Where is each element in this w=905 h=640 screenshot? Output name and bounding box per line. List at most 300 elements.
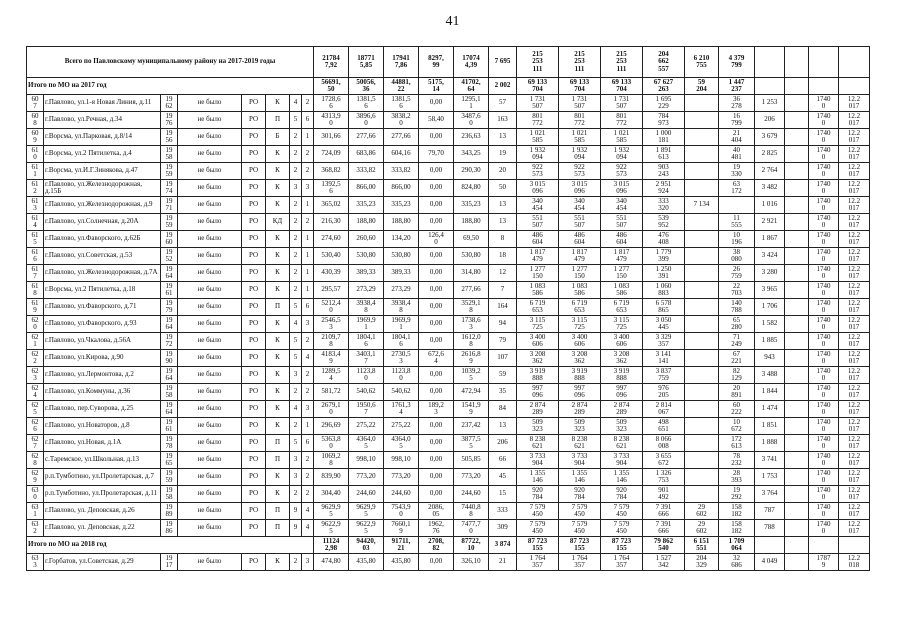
row-number: 60 7 (27, 95, 44, 112)
area-premises: 1969,9 1 (349, 316, 384, 333)
cost: 3 919 888 (517, 367, 559, 384)
fund-cost: 7 391 666 (643, 503, 685, 520)
entrances: 2 (302, 384, 314, 401)
area-premises: 3896,6 0 (349, 112, 384, 129)
floors: 2 (290, 282, 302, 299)
cost: 1 817 479 (517, 248, 559, 265)
year-last-repair: не было (178, 146, 242, 163)
cost-2: 3 919 888 (559, 367, 601, 384)
wall-material: К (266, 231, 290, 248)
area-premises: 260,60 (349, 231, 384, 248)
budget-cost (685, 316, 719, 333)
owner-cost: 63 172 (719, 180, 755, 197)
fund-cost: 1 779 399 (643, 248, 685, 265)
year-built: 19 62 (161, 95, 178, 112)
limit (785, 248, 809, 265)
fund-cost: 1 250 391 (643, 265, 685, 282)
area-nonresidential: 189,2 3 (419, 401, 454, 418)
cost-3: 7 579 450 (601, 503, 643, 520)
limit (785, 265, 809, 282)
max-cost: 1740 0 (809, 146, 839, 163)
year-last-repair: не было (178, 503, 242, 520)
year-last-repair: не было (178, 197, 242, 214)
floors: 2 (290, 486, 302, 503)
address: г.Павлово, ул.Чкалова, д.56А (44, 333, 161, 350)
table-row (27, 163, 870, 180)
entrances: 1 (302, 418, 314, 435)
limit (785, 78, 809, 95)
area-owned: 326,10 (454, 554, 489, 571)
area-premises: 335,23 (349, 197, 384, 214)
floors: 2 (290, 418, 302, 435)
limit (785, 231, 809, 248)
owner-cost: 10 672 (719, 418, 755, 435)
area-premises: 866,00 (349, 180, 384, 197)
deadline: 12.2 017 (839, 520, 870, 537)
fund-cost: 976 205 (643, 384, 685, 401)
area-owned: 505,85 (454, 452, 489, 469)
area-residential: 275,22 (384, 418, 419, 435)
area: 9629,9 5 (314, 503, 349, 520)
subtotal-label: Итого по МО на 2018 год (27, 537, 314, 554)
address: г.Павлово, пер.Суворова, д.25 (44, 401, 161, 418)
residents: 107 (489, 350, 517, 367)
unit-cost: 3 741 (755, 452, 785, 469)
residents: 57 (489, 95, 517, 112)
area-nonresidential: 0,00 (419, 384, 454, 401)
year-built: 19 86 (161, 520, 178, 537)
year-built: 19 56 (161, 129, 178, 146)
table-row (27, 486, 870, 503)
max-cost: 1740 0 (809, 316, 839, 333)
deadline: 12.2 017 (839, 282, 870, 299)
deadline: 12.2 017 (839, 401, 870, 418)
limit (785, 367, 809, 384)
residents: 84 (489, 401, 517, 418)
table-row (27, 248, 870, 265)
fund-cost: 476 408 (643, 231, 685, 248)
unit-cost (755, 78, 785, 95)
cost-3: 7 579 450 (601, 520, 643, 537)
area: 4313,9 0 (314, 112, 349, 129)
area-nonresidential: 126,4 0 (419, 231, 454, 248)
owner-cost: 140 788 (719, 299, 755, 316)
year-built: 19 60 (161, 231, 178, 248)
row-number: 61 1 (27, 163, 44, 180)
year-last-repair: не было (178, 333, 242, 350)
unit-cost: 2 921 (755, 214, 785, 231)
budget-cost (685, 435, 719, 452)
deadline: 12.2 018 (839, 554, 870, 571)
cost-3: 69 133 704 (601, 78, 643, 95)
fund-cost: 8 066 008 (643, 435, 685, 452)
cost-3: 801 772 (601, 112, 643, 129)
cost-3: 1 731 507 (601, 95, 643, 112)
fund-cost: 2 951 924 (643, 180, 685, 197)
year-built: 19 61 (161, 418, 178, 435)
area: 274,60 (314, 231, 349, 248)
table-row (27, 112, 870, 129)
fund-method: РО (242, 214, 266, 231)
wall-material: К (266, 265, 290, 282)
owner-cost: 1 447 237 (719, 78, 755, 95)
area-residential: 273,29 (384, 282, 419, 299)
area-residential: 244,60 (384, 486, 419, 503)
address: г.Павлово, ул.Фаворского, д.62Б (44, 231, 161, 248)
area-residential: 7543,9 0 (384, 503, 419, 520)
row-number: 61 6 (27, 248, 44, 265)
cost-3: 8 238 621 (601, 435, 643, 452)
cost-3: 3 733 904 (601, 452, 643, 469)
area-residential: 3938,4 8 (384, 299, 419, 316)
cost-3: 6 719 653 (601, 299, 643, 316)
entrances: 2 (302, 452, 314, 469)
residents: 12 (489, 265, 517, 282)
unit-cost: 1 888 (755, 435, 785, 452)
area: 11124 2,98 (314, 537, 349, 554)
deadline: 12.2 017 (839, 163, 870, 180)
residents: 79 (489, 333, 517, 350)
area-owned: 277,66 (454, 282, 489, 299)
row-number: 61 0 (27, 146, 44, 163)
limit (785, 214, 809, 231)
cost: 3 115 725 (517, 316, 559, 333)
area: 5212,4 0 (314, 299, 349, 316)
fund-cost: 3 050 445 (643, 316, 685, 333)
area-residential: 998,10 (384, 452, 419, 469)
fund-cost: 3 141 141 (643, 350, 685, 367)
entrances: 2 (302, 333, 314, 350)
wall-material: К (266, 418, 290, 435)
area-owned: 188,80 (454, 214, 489, 231)
area-residential: 540,62 (384, 384, 419, 401)
address: р.п.Тумботино, ул.Пролетарская, д.7 (44, 469, 161, 486)
limit (785, 520, 809, 537)
area: 295,57 (314, 282, 349, 299)
floors: 9 (290, 520, 302, 537)
fund-method: РО (242, 401, 266, 418)
area-premises: 1804,1 6 (349, 333, 384, 350)
fund-method: РО (242, 197, 266, 214)
area-nonresidential: 2708, 82 (419, 537, 454, 554)
fund-method: РО (242, 112, 266, 129)
area-premises: 9622,9 5 (349, 520, 384, 537)
limit (785, 401, 809, 418)
area: 1392,5 6 (314, 180, 349, 197)
fund-method: РО (242, 520, 266, 537)
area: 2679,1 0 (314, 401, 349, 418)
max-cost: 1740 0 (809, 265, 839, 282)
area: 724,09 (314, 146, 349, 163)
fund-method: РО (242, 384, 266, 401)
residents: 13 (489, 197, 517, 214)
grand-total-row (27, 47, 870, 78)
address: г.Ворсма, ул.Парковая, д.8/14 (44, 129, 161, 146)
area-nonresidential: 0,00 (419, 435, 454, 452)
deadline: 12.2 017 (839, 486, 870, 503)
area-premises: 998,10 (349, 452, 384, 469)
year-last-repair: не было (178, 163, 242, 180)
deadline: 12.2 017 (839, 452, 870, 469)
entrances: 2 (302, 163, 314, 180)
area-residential: 4364,0 5 (384, 435, 419, 452)
area-owned: 530,80 (454, 248, 489, 265)
cost-3: 3 400 606 (601, 333, 643, 350)
max-cost: 1740 0 (809, 350, 839, 367)
area-premises: 3403,1 7 (349, 350, 384, 367)
entrances: 2 (302, 469, 314, 486)
cost-3: 486 604 (601, 231, 643, 248)
area-residential: 44881, 22 (384, 78, 419, 95)
floors: 3 (290, 452, 302, 469)
owner-cost: 82 129 (719, 367, 755, 384)
area-nonresidential: 0,00 (419, 95, 454, 112)
owner-cost: 71 249 (719, 333, 755, 350)
budget-cost (685, 146, 719, 163)
total-cost-2: 215 253 111 (559, 47, 601, 78)
area-premises: 1381,5 6 (349, 95, 384, 112)
area-owned: 1541,9 9 (454, 401, 489, 418)
budget-cost (685, 418, 719, 435)
deadline: 12.2 017 (839, 384, 870, 401)
deadline: 12.2 017 (839, 333, 870, 350)
area-owned: 290,30 (454, 163, 489, 180)
budget-cost (685, 486, 719, 503)
fund-method: РО (242, 146, 266, 163)
max-cost: 1740 0 (809, 248, 839, 265)
owner-cost: 16 799 (719, 112, 755, 129)
table-row (27, 435, 870, 452)
wall-material: К (266, 282, 290, 299)
area-nonresidential: 0,00 (419, 265, 454, 282)
area-owned: 41702, 64 (454, 78, 489, 95)
area-residential: 91711, 21 (384, 537, 419, 554)
area-nonresidential: 0,00 (419, 418, 454, 435)
table-row (27, 452, 870, 469)
table-row (27, 231, 870, 248)
cost-2: 801 772 (559, 112, 601, 129)
address: г.Павлово, ул.Солнечная, д.20А (44, 214, 161, 231)
year-last-repair: не было (178, 265, 242, 282)
cost-3: 922 573 (601, 163, 643, 180)
limit (785, 95, 809, 112)
area: 474,80 (314, 554, 349, 571)
budget-cost (685, 299, 719, 316)
unit-cost: 1 753 (755, 469, 785, 486)
max-cost: 1740 0 (809, 418, 839, 435)
limit (785, 112, 809, 129)
unit-cost: 2 764 (755, 163, 785, 180)
unit-cost: 943 (755, 350, 785, 367)
year-last-repair: не было (178, 282, 242, 299)
area-nonresidential: 0,00 (419, 197, 454, 214)
area-premises: 530,80 (349, 248, 384, 265)
entrances: 1 (302, 231, 314, 248)
wall-material: П (266, 112, 290, 129)
total-area: 21784 7,92 (314, 47, 349, 78)
area-nonresidential: 0,00 (419, 129, 454, 146)
fund-method: РО (242, 367, 266, 384)
cost: 1 355 146 (517, 469, 559, 486)
unit-cost: 1 253 (755, 95, 785, 112)
cost: 87 723 155 (517, 537, 559, 554)
owner-cost: 1 709 064 (719, 537, 755, 554)
cost-2: 1 764 357 (559, 554, 601, 571)
cost: 1 277 150 (517, 265, 559, 282)
fund-method: РО (242, 231, 266, 248)
year-built: 19 79 (161, 299, 178, 316)
address: г.Павлово, ул. Деповская, д.22 (44, 520, 161, 537)
fund-method: РО (242, 95, 266, 112)
year-built: 19 52 (161, 248, 178, 265)
owner-cost: 11 555 (719, 214, 755, 231)
fund-cost: 2 814 067 (643, 401, 685, 418)
area: 2109,7 8 (314, 333, 349, 350)
address: с.Таремское, ул.Школьная, д.13 (44, 452, 161, 469)
floors: 5 (290, 435, 302, 452)
fund-method: РО (242, 435, 266, 452)
area-owned: 824,80 (454, 180, 489, 197)
cost-3: 1 764 357 (601, 554, 643, 571)
wall-material: К (266, 197, 290, 214)
cost: 3 733 904 (517, 452, 559, 469)
area-owned: 2616,8 9 (454, 350, 489, 367)
max-cost: 1740 0 (809, 214, 839, 231)
area-owned: 236,63 (454, 129, 489, 146)
year-built: 19 71 (161, 197, 178, 214)
entrances: 6 (302, 299, 314, 316)
address: г.Павлово, ул. Деповская, д.26 (44, 503, 161, 520)
year-built: 19 59 (161, 214, 178, 231)
unit-cost: 206 (755, 112, 785, 129)
area-premises: 1123,8 0 (349, 367, 384, 384)
area-premises: 277,66 (349, 129, 384, 146)
limit (785, 537, 809, 554)
fund-cost: 7 391 666 (643, 520, 685, 537)
unit-cost: 1 474 (755, 401, 785, 418)
limit (785, 197, 809, 214)
cost: 7 579 450 (517, 520, 559, 537)
cost: 922 573 (517, 163, 559, 180)
total-area-owned: 17074 4,39 (454, 47, 489, 78)
deadline: 12.2 017 (839, 129, 870, 146)
residents: 35 (489, 384, 517, 401)
limit (785, 384, 809, 401)
wall-material: К (266, 554, 290, 571)
table-row (27, 367, 870, 384)
address: г.Павлово, ул.Новаторов, д.8 (44, 418, 161, 435)
fund-cost: 1 000 181 (643, 129, 685, 146)
unit-cost: 3 424 (755, 248, 785, 265)
fund-cost: 1 326 753 (643, 469, 685, 486)
cost-2: 551 507 (559, 214, 601, 231)
max-cost: 1740 0 (809, 197, 839, 214)
owner-cost: 21 404 (719, 129, 755, 146)
residents: 7 (489, 282, 517, 299)
entrances: 4 (302, 503, 314, 520)
limit (785, 146, 809, 163)
total-cost-3: 215 253 111 (601, 47, 643, 78)
cost-2: 8 238 621 (559, 435, 601, 452)
cost: 1 731 507 (517, 95, 559, 112)
deadline: 12.2 017 (839, 367, 870, 384)
total-fund-cost: 204 662 557 (643, 47, 685, 78)
cost-2: 486 604 (559, 231, 601, 248)
area-premises: 683,86 (349, 146, 384, 163)
unit-cost: 1 844 (755, 384, 785, 401)
year-built: 19 65 (161, 452, 178, 469)
residents: 3 874 (489, 537, 517, 554)
floors: 2 (290, 248, 302, 265)
owner-cost: 60 222 (719, 401, 755, 418)
row-number: 62 5 (27, 401, 44, 418)
year-last-repair: не было (178, 231, 242, 248)
year-built: 19 64 (161, 401, 178, 418)
year-built: 19 64 (161, 367, 178, 384)
fund-cost: 1 527 342 (643, 554, 685, 571)
cost-3: 340 454 (601, 197, 643, 214)
cost-3: 1 355 146 (601, 469, 643, 486)
row-number: 61 4 (27, 214, 44, 231)
unit-cost: 2 825 (755, 146, 785, 163)
deadline: 12.2 017 (839, 248, 870, 265)
table-row (27, 282, 870, 299)
entrances: 3 (302, 554, 314, 571)
year-last-repair: не было (178, 95, 242, 112)
residents: 13 (489, 129, 517, 146)
cost-3: 1 277 150 (601, 265, 643, 282)
area-nonresidential: 0,00 (419, 554, 454, 571)
cost: 3 015 096 (517, 180, 559, 197)
total-deadline (839, 47, 870, 78)
fund-method: РО (242, 418, 266, 435)
area-nonresidential: 0,00 (419, 282, 454, 299)
residents: 164 (489, 299, 517, 316)
owner-cost: 158 182 (719, 520, 755, 537)
floors: 2 (290, 129, 302, 146)
subtotal-row (27, 537, 870, 554)
row-number: 61 3 (27, 197, 44, 214)
max-cost: 1740 0 (809, 503, 839, 520)
row-number: 62 6 (27, 418, 44, 435)
wall-material: К (266, 180, 290, 197)
cost-3: 1 083 586 (601, 282, 643, 299)
table-row (27, 520, 870, 537)
fund-cost: 903 243 (643, 163, 685, 180)
area-nonresidential: 0,00 (419, 333, 454, 350)
entrances: 3 (302, 401, 314, 418)
area-owned: 69,50 (454, 231, 489, 248)
area: 301,66 (314, 129, 349, 146)
area-residential: 530,80 (384, 248, 419, 265)
address: г.Павлово, ул.Фаворского, д.93 (44, 316, 161, 333)
wall-material: П (266, 452, 290, 469)
max-cost: 1740 0 (809, 282, 839, 299)
fund-cost: 79 862 540 (643, 537, 685, 554)
fund-cost: 3 837 759 (643, 367, 685, 384)
floors: 2 (290, 163, 302, 180)
max-cost: 1740 0 (809, 520, 839, 537)
area-premises: 540,62 (349, 384, 384, 401)
year-built: 19 64 (161, 316, 178, 333)
cost-2: 1 277 150 (559, 265, 601, 282)
max-cost: 1740 0 (809, 231, 839, 248)
table-row (27, 503, 870, 520)
row-number: 63 3 (27, 554, 44, 571)
wall-material: К (266, 316, 290, 333)
floors: 2 (290, 231, 302, 248)
max-cost: 1740 0 (809, 112, 839, 129)
